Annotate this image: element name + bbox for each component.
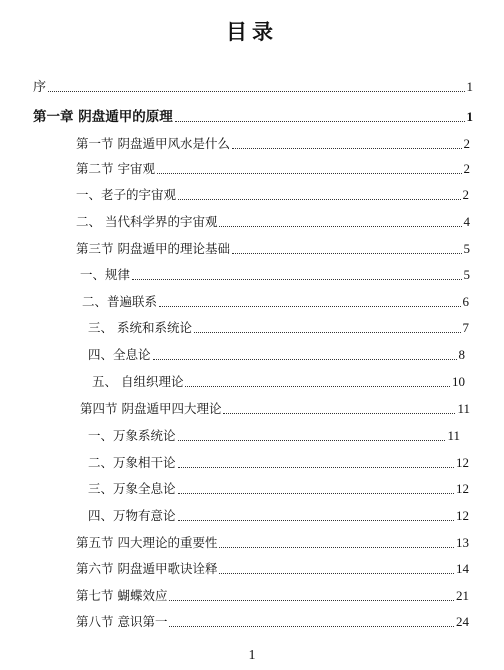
leader-dots [178, 493, 454, 494]
toc-entry [88, 318, 469, 336]
toc-entry-page: 13 [456, 535, 469, 550]
footer-page-number: 1 [248, 648, 256, 663]
toc-entry [88, 453, 469, 471]
toc-entry-label: 序 [33, 80, 47, 95]
toc-entry-page: 2 [462, 187, 469, 202]
toc-entry [80, 265, 470, 283]
toc-entry-label: 二、普遍联系 [82, 294, 158, 309]
toc-entry-label: 第二节 宇宙观 [76, 161, 155, 176]
toc-entry [76, 212, 470, 230]
toc-entry-page: 5 [463, 241, 470, 256]
toc-entry-label: 第五节 四大理论的重要性 [76, 535, 218, 550]
toc-entry-page: 2 [463, 161, 470, 176]
toc-entry-label: 第六节 阴盘遁甲歌诀诠释 [76, 561, 218, 576]
leader-dots [159, 306, 460, 307]
leader-dots [178, 467, 454, 468]
toc-entry-label: 一、万象系统论 [88, 428, 176, 443]
toc-entry-label: 三、万象全息论 [88, 481, 176, 496]
toc-entry [76, 185, 469, 203]
page-title: 目录 [226, 20, 278, 44]
toc-entry-page: 5 [463, 267, 470, 282]
toc-entry-page: 1 [466, 109, 473, 124]
toc-entry-page: 24 [456, 614, 469, 629]
toc-entry-page: 12 [456, 481, 469, 496]
toc-entry-page: 6 [462, 294, 469, 309]
toc-entry [88, 479, 469, 497]
toc-entry [33, 105, 473, 125]
leader-dots [178, 440, 446, 441]
toc-entry-label: 三、 系统和系统论 [88, 320, 192, 335]
leader-dots [219, 226, 461, 227]
leader-dots [194, 332, 461, 333]
toc-entry-label: 第三节 阴盘遁甲的理论基础 [76, 241, 230, 256]
toc-entry-label: 四、全息论 [88, 347, 151, 362]
leader-dots [232, 253, 462, 254]
toc-entry-label: 四、万物有意论 [88, 508, 176, 523]
toc-entry-label: 第一节 阴盘遁甲风水是什么 [76, 136, 230, 151]
toc-entry-page: 11 [447, 428, 460, 443]
toc-entry-label: 一、规律 [80, 267, 131, 282]
leader-dots [175, 121, 465, 122]
toc-entry [76, 559, 469, 577]
toc-entry [76, 159, 470, 177]
leader-dots [48, 91, 464, 92]
toc-entry [76, 612, 469, 630]
toc-entry [82, 292, 469, 310]
toc-entry [88, 426, 460, 444]
toc-entry-page: 21 [456, 588, 469, 603]
toc-entry-page: 8 [458, 347, 465, 362]
leader-dots [132, 279, 461, 280]
toc-entry-page: 12 [456, 508, 469, 523]
leader-dots [169, 626, 454, 627]
toc-entry-label: 第一章 阴盘遁甲的原理 [33, 109, 173, 125]
leader-dots [219, 573, 454, 574]
toc-entry-page: 4 [463, 214, 470, 229]
toc-entry-page: 1 [466, 79, 473, 94]
toc-entry [88, 345, 465, 363]
toc-entry-page: 14 [456, 561, 469, 576]
leader-dots [232, 148, 462, 149]
toc-entry [88, 506, 469, 524]
leader-dots [178, 199, 460, 200]
toc-entry [76, 533, 469, 551]
toc-entry [92, 372, 465, 390]
toc-entry-label: 第四节 阴盘遁甲四大理论 [80, 401, 222, 416]
toc-entry [33, 76, 473, 95]
leader-dots [157, 173, 462, 174]
toc-entry-label: 五、 自组织理论 [92, 374, 184, 389]
leader-dots [153, 359, 457, 360]
toc-entry [80, 399, 470, 417]
toc-entry-label: 第七节 蝴蝶效应 [76, 588, 168, 603]
leader-dots [185, 386, 450, 387]
toc-entry-page: 12 [456, 455, 469, 470]
leader-dots [219, 547, 454, 548]
toc-entry [76, 239, 470, 257]
toc-entry [76, 134, 470, 152]
toc-entry-label: 一、老子的宇宙观 [76, 187, 177, 202]
toc-entry [76, 586, 469, 604]
leader-dots [169, 600, 454, 601]
leader-dots [178, 520, 454, 521]
leader-dots [223, 413, 455, 414]
toc-entry-page: 2 [463, 136, 470, 151]
toc-entry-label: 二、 当代科学界的宇宙观 [76, 214, 218, 229]
toc-entry-page: 7 [462, 320, 469, 335]
toc-entry-page: 11 [457, 401, 470, 416]
toc-entry-page: 10 [452, 374, 465, 389]
toc-entry-label: 第八节 意识第一 [76, 614, 168, 629]
toc-entry-label: 二、万象相干论 [88, 455, 176, 470]
